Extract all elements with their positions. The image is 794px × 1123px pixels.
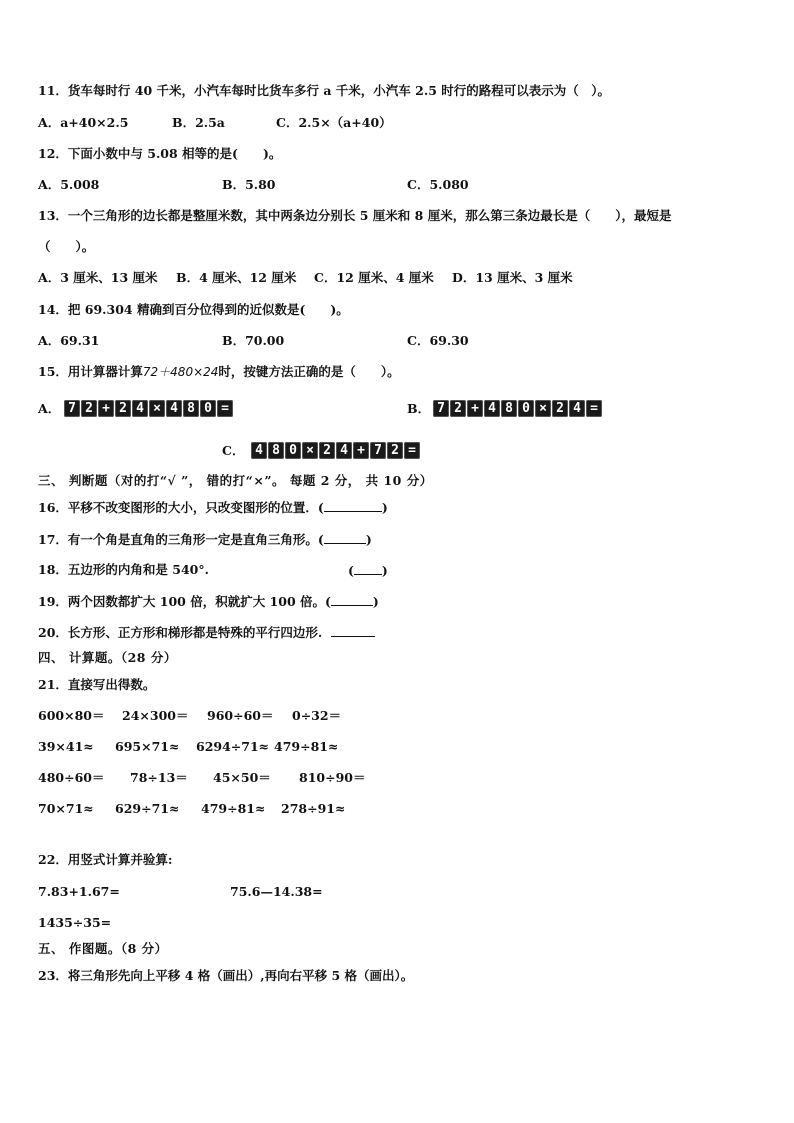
question-14: 14．把 69.304 精确到百分位得到的近似数是( )。 [38,302,349,317]
question-12: 12．下面小数中与 5.08 相等的是( )。 [38,146,282,161]
q18-text: 18．五边形的内角和是 540°. [38,562,209,577]
q14-option-b: B．70.00 [222,333,285,348]
q19-close-paren: ) [372,594,379,609]
question-18 [38,562,209,578]
question-16 [38,499,388,516]
q15-c-key-9: = [404,442,420,459]
q16-answer-blank [324,499,382,512]
q15-c-key-4: 2 [319,442,335,459]
q20-answer-blank [331,624,375,637]
q15-b-key-7: 2 [552,400,568,417]
calc-item: 45×50＝ [213,770,271,785]
section-3-heading: 三、 判断题（对的打“√ ”， 错的打“×”。 每题 2 分， 共 10 分） [38,473,433,488]
calc-item: 0÷32＝ [292,708,342,723]
q11-option-a: A．a+40×2.5 [38,115,129,130]
question-23: 23．将三角形先向上平移 4 格（画出）,再向右平移 5 格（画出）。 [38,968,414,983]
calc-item: 480÷60＝ [38,770,105,785]
q15-option-c-label: C． [222,443,245,458]
q15-a-key-8: 0 [200,400,216,417]
q15-stem-pre: 15．用计算器计算 [38,364,143,379]
question-13-line-2: （ ）。 [38,239,95,254]
q18-open-paren: ( [348,563,354,578]
q15-a-key-3: 2 [115,400,131,417]
q15-option-b-label: B． [407,401,431,416]
q17-close-paren: ) [365,532,372,547]
calc-item: 479÷81≈ [201,801,266,816]
q12-option-a: A．5.008 [38,177,100,192]
q15-a-key-2: + [98,400,114,417]
q13-option-a: A．3 厘米、13 厘米 [38,270,158,285]
q15-b-key-8: 4 [569,400,585,417]
q13-option-c: C．12 厘米、4 厘米 [314,270,434,285]
q19-answer-blank [331,593,373,606]
question-19 [38,593,379,610]
q14-option-c: C．69.30 [407,333,469,348]
q15-c-key-5: 4 [336,442,352,459]
q15-b-key-3: 4 [484,400,500,417]
q18-answer [348,562,388,579]
q15-a-key-0: 7 [64,400,80,417]
question-17 [38,531,372,548]
q13-option-d: D．13 厘米、3 厘米 [452,270,573,285]
q15-option-b-keys [433,400,602,417]
question-13-line-1: 13．一个三角形的边长都是整厘米数，其中两条边分别长 5 厘米和 8 厘米，那么第三条边最长是（ ），最短是 [38,208,672,223]
q12-option-b: B．5.80 [222,177,276,192]
q14-option-a: A．69.31 [38,333,100,348]
q15-stem-post: 时，按键方法正确的是（ ）。 [218,364,400,379]
q15-b-key-9: = [586,400,602,417]
q15-c-key-3: × [302,442,318,459]
q15-b-key-6: × [535,400,551,417]
q15-a-key-9: = [217,400,233,417]
q15-c-key-2: 0 [285,442,301,459]
calc-item: 278÷91≈ [281,801,346,816]
q15-option-c-keys [251,442,420,459]
q15-c-key-6: + [353,442,369,459]
calc-item: 78÷13＝ [130,770,188,785]
section-4-heading: 四、 计算题。（28 分） [38,650,177,665]
q15-a-key-6: 4 [166,400,182,417]
question-20 [38,624,375,641]
calc-item: 39×41≈ [38,739,94,754]
q17-answer-blank [324,531,366,544]
q18-close-paren: ) [381,563,388,578]
q15-a-key-1: 2 [81,400,97,417]
q15-c-key-8: 2 [387,442,403,459]
q15-b-key-1: 2 [450,400,466,417]
q12-option-c: C．5.080 [407,177,469,192]
question-15 [38,364,400,380]
q15-c-key-7: 7 [370,442,386,459]
q15-c-key-1: 8 [268,442,284,459]
calc-item: 629÷71≈ [115,801,180,816]
calc-item: 810÷90＝ [299,770,366,785]
q22-item-b: 75.6—14.38= [230,884,323,899]
q15-a-key-7: 8 [183,400,199,417]
calc-item: 695×71≈ [115,739,180,754]
q20-text: 20．长方形、正方形和梯形都是特殊的平行四边形. [38,625,323,640]
q15-a-key-4: 4 [132,400,148,417]
q15-b-key-0: 7 [433,400,449,417]
calc-item: 479÷81≈ [274,739,339,754]
q15-option-a-keys [64,400,233,417]
question-11: 11．货车每时行 40 千米，小汽车每时比货车多行 a 千米，小汽车 2.5 时行的路程可以表示为（ ）。 [38,83,610,98]
q11-option-b: B．2.5a [172,115,225,130]
q15-c-key-0: 4 [251,442,267,459]
q15-b-key-5: 0 [518,400,534,417]
q13-option-b: B．4 厘米、12 厘米 [176,270,297,285]
q22-item-c: 1435÷35= [38,915,112,930]
q19-text: 19．两个因数都扩大 100 倍，积就扩大 100 倍。( [38,594,331,609]
q11-option-c: C．2.5×（a+40） [276,115,392,130]
q22-item-a: 7.83+1.67= [38,884,120,899]
calc-item: 24×300＝ [122,708,189,723]
q17-text: 17．有一个角是直角的三角形一定是直角三角形。( [38,532,324,547]
calc-item: 960÷60＝ [207,708,274,723]
calc-item: 600×80＝ [38,708,105,723]
q16-close-paren: ) [381,500,388,515]
section-5-heading: 五、 作图题。（8 分） [38,941,168,956]
q16-text: 16．平移不改变图形的大小，只改变图形的位置．( [38,500,324,515]
q15-b-key-4: 8 [501,400,517,417]
q15-b-key-2: + [467,400,483,417]
calc-item: 6294÷71≈ [196,739,270,754]
q15-a-key-5: × [149,400,165,417]
question-21: 21．直接写出得数。 [38,677,156,692]
q15-formula: 72＋480×24 [142,365,219,379]
q18-answer-blank [354,562,382,575]
calc-item: 70×71≈ [38,801,94,816]
question-22: 22．用竖式计算并验算: [38,852,173,867]
q15-option-a-label: A． [38,401,61,416]
